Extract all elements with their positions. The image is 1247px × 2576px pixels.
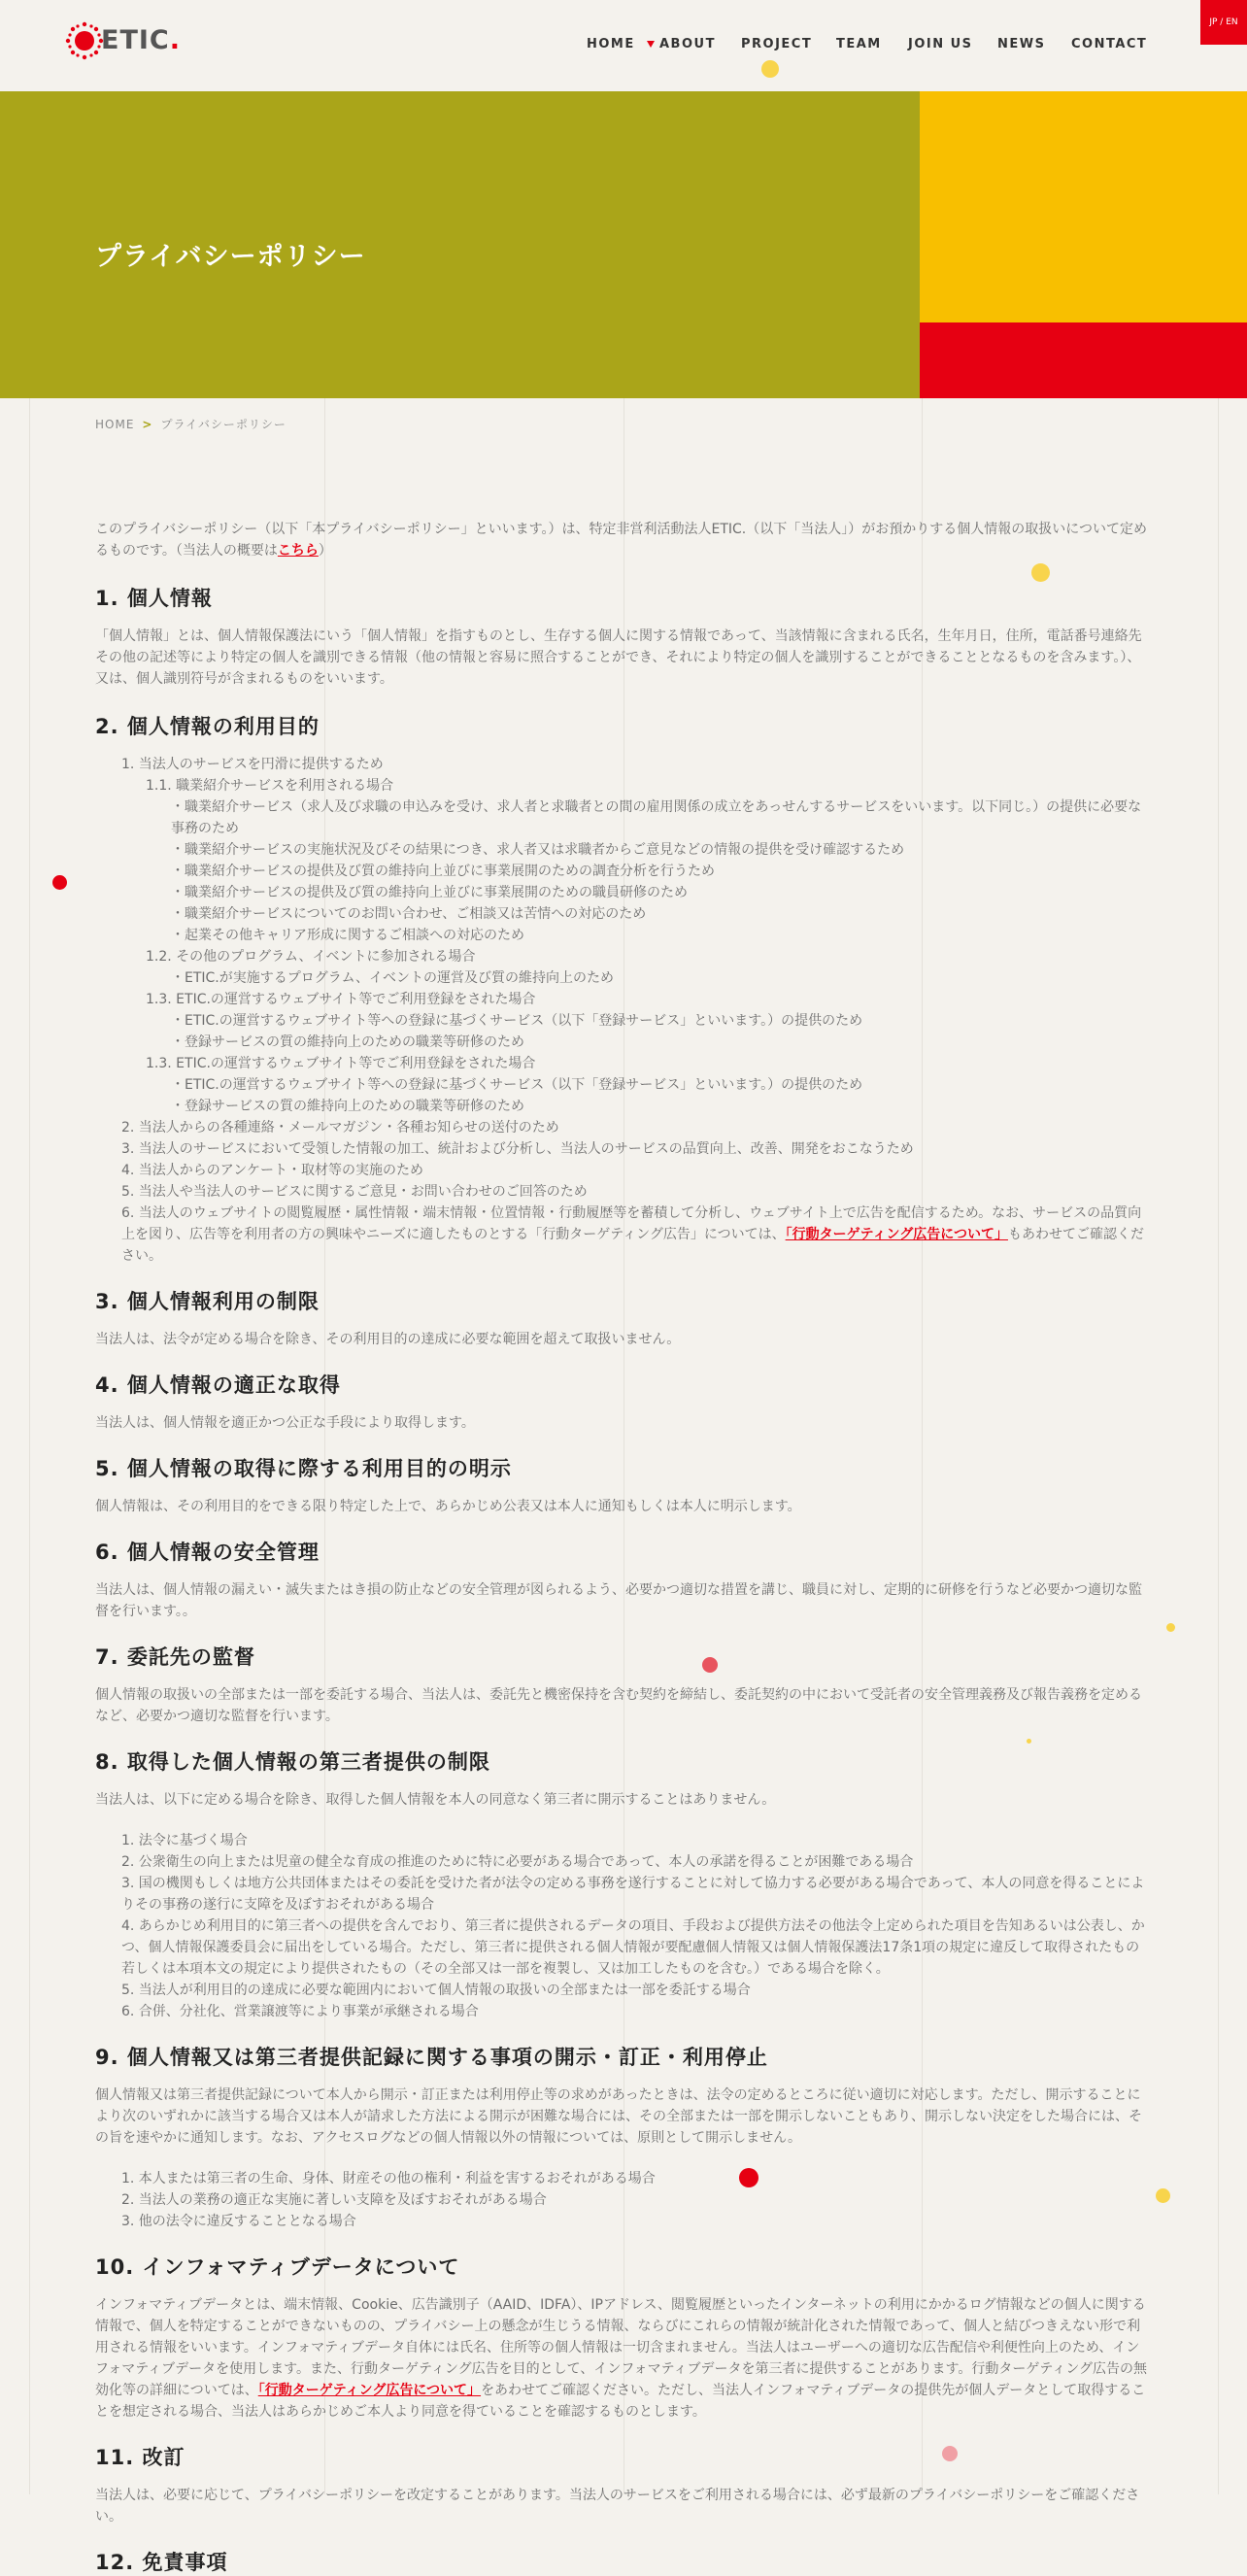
list-item: ・登録サービスの質の維持向上のための職業等研修のため xyxy=(171,1034,524,1050)
section-heading: 2. 個人情報の利用目的 xyxy=(95,715,320,738)
decor-dot xyxy=(52,875,67,890)
section-heading: 12. 免責事項 xyxy=(95,2551,228,2574)
section-heading: 4. 個人情報の適正な取得 xyxy=(95,1373,341,1397)
list-item: 1.1. 職業紹介サービスを利用される場合 xyxy=(146,778,394,794)
section-heading: 9. 個人情報又は第三者提供記録に関する事項の開示・訂正・利用停止 xyxy=(95,2046,768,2069)
list-item: 1. 本人または第三者の生命、身体、財産その他の権利・利益を害するおそれがある場合 xyxy=(121,2171,656,2186)
behavioral-ad-link-2[interactable]: 「行動ターゲティング広告について」 xyxy=(257,2383,482,2398)
list-item: ・登録サービスの質の維持向上のための職業等研修のため xyxy=(171,1099,524,1114)
nav-news[interactable]: NEWS xyxy=(997,37,1046,51)
list-item: ・ETIC.が実施するプログラム、イベントの運営及び質の維持向上のため xyxy=(171,970,615,986)
section-text: 個人情報は、その利用目的をできる限り特定した上で、あらかじめ公表又は本人に通知もしくは本人に明示します。 xyxy=(95,1499,801,1514)
section-text: 当法人は、以下に定める場合を除き、取得した個人情報を本人の同意なく第三者に開示することはありません。 xyxy=(95,1792,776,1808)
list-item: 4. あらかじめ利用目的に第三者への提供を含んでおり、第三者に提供されるデータの項目、手段および提供方法その他法令上定められた項目を告知あるいは公表し、かつ、個人情報保護委員会に届出をしている場合。ただし、第三者に提供される個人情報が要配慮個人情報又は個人情報保護法17条1項の規定に違反して取得されたもの若しくは本項本文の規定により提供されたもの（その全部又は一部を複製し、又は加工したものを含む。）である場合を除く。 xyxy=(121,1918,1145,1977)
list-item: 1.2. その他のプログラム、イベントに参加される場合 xyxy=(146,949,476,965)
breadcrumb-current: プライバシーポリシー xyxy=(160,418,286,431)
list-item: 6. 合併、分社化、営業譲渡等により事業が承継される場合 xyxy=(121,2004,479,2019)
purpose-list xyxy=(95,754,1152,1267)
section-heading: 8. 取得した個人情報の第三者提供の制限 xyxy=(95,1750,490,1774)
list-item: 4. 当法人からのアンケート・取材等の実施のため xyxy=(121,1163,423,1178)
nav-join-us[interactable]: JOIN US xyxy=(908,37,973,51)
hero-red-block xyxy=(920,322,1247,398)
section-heading: 6. 個人情報の安全管理 xyxy=(95,1541,320,1564)
list-item: ・職業紹介サービスの実施状況及びその結果につき、求人者又は求職者からご意見などの情報の提供を受け確認するため xyxy=(171,842,905,858)
intro-text: このプライバシーポリシー（以下「本プライバシーポリシー」といいます。）は、特定非営利活動法人ETIC.（以下「当法人」）がお預かりする個人情報の取扱いについて定めるものです。（当法人の概要はこちら） xyxy=(95,522,1147,559)
list-item: ・ETIC.の運営するウェブサイト等への登録に基づくサービス（以下「登録サービス」といいます。）の提供のため xyxy=(171,1013,863,1029)
list-item: 3. 他の法令に違反することとなる場合 xyxy=(121,2214,356,2229)
list-item: ・職業紹介サービスの提供及び質の維持向上並びに事業展開のための調査分析を行うため xyxy=(171,864,715,879)
section-text: 当法人は、法令が定める場合を除き、その利用目的の達成に必要な範囲を超えて取扱いません。 xyxy=(95,1332,681,1347)
list-item: ・職業紹介サービスについてのお問い合わせ、ご相談又は苦情への対応のため xyxy=(171,906,647,922)
site-header xyxy=(0,0,1247,91)
section-text: 当法人は、必要に応じて、プライバシーポリシーを改定することがあります。当法人のサービスをご利用される場合には、必ず最新のプライバシーポリシーをご確認ください。 xyxy=(95,2488,1140,2525)
list-item: 2. 公衆衛生の向上または児童の健全な育成の推進のために特に必要がある場合であって、本人の承諾を得ることが困難である場合 xyxy=(121,1854,914,1870)
nav-home[interactable]: HOME xyxy=(587,37,635,51)
behavioral-ad-link[interactable]: 「行動ターゲティング広告について」 xyxy=(785,1227,1008,1242)
section-text: 「個人情報」とは、個人情報保護法にいう「個人情報」を指すものとし、生存する個人に関する情報であって、当該情報に含まれる氏名，生年月日，住所，電話番号連絡先その他の記述等により特定の個人を識別できる情報（他の情報と容易に照合することができ、それにより特定の個人を識別することができることとなるものを含みます。）、又は、個人識別符号が含まれるものをいいます。 xyxy=(95,628,1142,687)
section-heading: 5. 個人情報の取得に際する利用目的の明示 xyxy=(95,1457,512,1480)
section-text: 当法人は、個人情報の漏えい・滅失またはき損の防止などの安全管理が図られるよう、必要かつ適切な措置を講じ、職員に対し、定期的に研修を行うなど必要かつ適切な監督を行います。。 xyxy=(95,1582,1142,1619)
overview-link[interactable]: こちら xyxy=(277,543,319,559)
language-switch[interactable]: JP / EN xyxy=(1200,0,1247,45)
breadcrumb-home[interactable]: HOME xyxy=(95,418,135,431)
breadcrumb xyxy=(95,416,286,432)
nav-active-marker-icon xyxy=(647,41,655,48)
list-item: 5. 当法人や当法人のサービスに関するご意見・お問い合わせのご回答のため xyxy=(121,1184,588,1200)
list-item: ・起業その他キャリア形成に関するご相談への対応のため xyxy=(171,928,524,943)
list-item: 2. 当法人の業務の適正な実施に著しい支障を及ぼすおそれがある場合 xyxy=(121,2192,547,2208)
list-item: 1. 法令に基づく場合 xyxy=(121,1833,248,1848)
list-item: 1. 当法人のサービスを円滑に提供するため xyxy=(121,757,384,772)
decor-dot xyxy=(1156,2188,1170,2203)
list-item: 6. 当法人のウェブサイトの閲覧履歴・属性情報・端末情報・位置情報・行動履歴等を蓄積して分析し、ウェブサイト上で広告を配信するため。なお、サービスの品質向上を図り、広告等を利用者の方の興味やニーズに適したものとする「行動ターゲティング広告」については、「行動ターゲティング広告について」もあわせてご確認ください。 xyxy=(121,1205,1144,1264)
section-heading: 7. 委託先の監督 xyxy=(95,1645,255,1669)
section-heading: 1. 個人情報 xyxy=(95,587,213,610)
section-text: 個人情報又は第三者提供記録について本人から開示・訂正または利用停止等の求めがあったときは、法令の定めるところに従い適切に対応します。ただし、開示することにより次のいずれかに該当する場合又は本人が請求した方法による開示が困難な場合には、その全部または一部を開示しないこともあり、開示しない決定をした場合には、その旨を速やかに通知します。なお、アクセスログなどの個人情報以外の情報については、原則として開示しません。 xyxy=(95,2087,1142,2146)
nav-project[interactable]: PROJECT xyxy=(741,37,813,51)
nav-about[interactable]: ABOUT xyxy=(659,37,716,51)
section-text: 当法人は、個人情報を適正かつ公正な手段により取得します。 xyxy=(95,1415,475,1431)
section-text: インフォマティブデータとは、端末情報、Cookie、広告識別子（AAID、IDFA）、IPアドレス、閲覧履歴といったインターネットの利用にかかるログ情報などの個人に関する情報で、個人を特定することができないものの、プライバシー上の懸念が生じうる情報、ならびにこれらの情報が統計化された情報であって、個人と結びつきえない形で利用される情報をいいます。インフォマティブデータ自体には氏名、住所等の個人情報は一切含まれません。当法人はユーザーへの適切な広告配信や利便性向上のため、インフォマティブデータを使用します。また、行動ターゲティング広告を目的として、インフォマティブデータを第三者に提供することがあります。行動ターゲティング広告の無効化等の詳細については、「行動ターゲティング広告について」をあわせてご確認ください。ただし、当法人インフォマティブデータの提供先が個人データとして取得することを想定される場合、当法人はあらかじめご本人より同意を得ていることを確認するものとします。 xyxy=(95,2297,1148,2420)
main-nav xyxy=(0,37,1247,56)
list-item: 5. 当法人が利用目的の達成に必要な範囲内において個人情報の取扱いの全部または一部を委託する場合 xyxy=(121,1983,751,1998)
list-item: ・職業紹介サービスの提供及び質の維持向上並びに事業展開のための職員研修のため xyxy=(171,885,688,900)
decor-dot xyxy=(1166,1623,1175,1632)
list-item: 3. 国の機関もしくは地方公共団体またはその委託を受けた者が法令の定める事務を遂行することに対して協力する必要がある場合であって、本人の同意を得ることによりその事務の遂行に支障を及ぼすおそれがある場合 xyxy=(121,1876,1145,1913)
nav-contact[interactable]: CONTACT xyxy=(1071,37,1148,51)
decor-dot xyxy=(761,60,779,78)
list-item: ・職業紹介サービス（求人及び求職の申込みを受け、求人者と求職者との間の雇用関係の成立をあっせんするサービスをいいます。以下同じ。）の提供に必要な事務のため xyxy=(171,799,1142,836)
list-item: 3. 当法人のサービスにおいて受領した情報の加工、統計および分析し、当法人のサービスの品質向上、改善、開発をおこなうため xyxy=(121,1141,914,1157)
list-item: ・ETIC.の運営するウェブサイト等への登録に基づくサービス（以下「登録サービス」といいます。）の提供のため xyxy=(171,1077,863,1093)
non-disclosure-list xyxy=(95,2168,1152,2232)
section-heading: 3. 個人情報利用の制限 xyxy=(95,1290,320,1313)
list-item: 1.3. ETIC.の運営するウェブサイト等でご利用登録をされた場合 xyxy=(146,992,536,1007)
breadcrumb-separator-icon: > xyxy=(142,418,153,431)
logo-text[interactable]: ETIC. xyxy=(101,25,181,55)
nav-team[interactable]: TEAM xyxy=(836,37,882,51)
list-item: 1.3. ETIC.の運営するウェブサイト等でご利用登録をされた場合 xyxy=(146,1056,536,1071)
section-text: 個人情報の取扱いの全部または一部を委託する場合、当法人は、委託先と機密保持を含む契約を締結し、委託契約の中において受託者の安全管理義務及び報告義務を定めるなど、必要かつ適切な監督を行います。 xyxy=(95,1687,1142,1724)
page-title: プライバシーポリシー xyxy=(95,242,366,272)
section-heading: 10. インフォマティブデータについて xyxy=(95,2255,460,2279)
hero-yellow-block xyxy=(920,91,1247,322)
section-heading: 11. 改訂 xyxy=(95,2446,185,2469)
disclosure-exception-list xyxy=(95,1830,1152,2022)
list-item: 2. 当法人からの各種連絡・メールマガジン・各種お知らせの送付のため xyxy=(121,1120,559,1135)
policy-content xyxy=(95,519,1152,2576)
